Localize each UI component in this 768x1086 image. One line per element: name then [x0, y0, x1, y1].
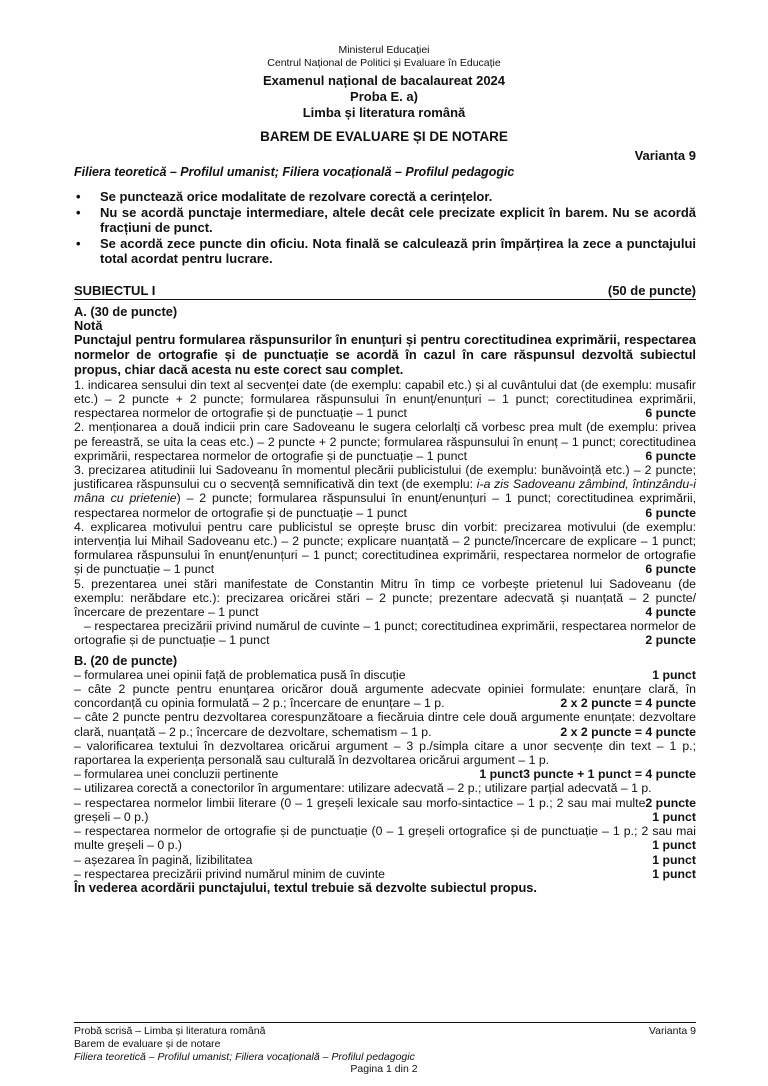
item-3 — [74, 463, 696, 520]
rule-item: • Nu se acordă punctaje intermediare, altele decât cele precizate explicit în barem. Nu se acordă fracțiuni de punct. — [74, 205, 696, 235]
b-item-text: – câte 2 puncte pentru dezvoltarea corespunzătoare a fiecăruia dintre cele două argumente enunțate: dezvoltare clară, nuanțată – 2 p.; încercare de dezvoltare, schematism – 1 p. — [74, 710, 696, 739]
item-text: ) – 2 puncte; formularea răspunsului în enunț/enunțuri – 1 punct; corectitudinea exprimării, respectarea normelor de ortografie și de punctuație – 1 punct — [74, 491, 696, 520]
subiect-points: (50 de puncte) — [607, 283, 696, 298]
b-item — [74, 710, 696, 738]
b-item-text: – respectarea normelor de ortografie și de punctuație (0 – 1 greșeli ortografice și de punctuație – 1 p.; 2 sau mai multe greșeli – 0 p.) — [74, 824, 696, 853]
b-item — [74, 796, 696, 824]
item-6 — [74, 619, 696, 647]
item-text: 3. precizarea atitudinii lui Sadoveanu în momentul plecării publicistului (de exemplu: bunăvoință etc.) – 2 puncte; justificarea răspunsului cu o secvență semnificativă din text (de exemplu: — [74, 463, 696, 492]
item-text: 1. indicarea sensului din text al secvenței date (de exemplu: capabil etc.) și al cuvântului dat (de exemplu: musafir etc.) – 2 puncte + 2 puncte; formularea răspunsului în enunț/enunțuri – 1 punct; corectitudinea exprimării, respectarea normelor de ortografie și de punctuație – 1 punct — [74, 377, 696, 421]
subiect-body — [74, 305, 696, 895]
item-quote: i-a zis Sadoveanu zâmbind, întinzându-i mâna cu prietenie — [74, 477, 696, 506]
barem-title: BAREM DE EVALUARE ȘI DE NOTARE — [260, 129, 508, 144]
section-b-title: B. (20 de puncte) — [74, 652, 178, 668]
b-item — [74, 824, 696, 852]
nota-label: Notă — [74, 318, 103, 334]
b-item-text: – formularea unei opinii față de problematica pusă în discuție — [74, 667, 406, 682]
item-points: 4 puncte — [645, 605, 696, 620]
proba-title: Proba E. a) — [350, 89, 418, 104]
item-points: 6 puncte — [645, 406, 696, 421]
footer-line: Probă scrisă – Limba și literatura română — [74, 1025, 266, 1037]
b-item-points: 1 punct — [652, 667, 696, 682]
b-item-points: 1 punct — [479, 767, 524, 782]
b-item-text: – utilizarea corectă a conectorilor în argumentare: utilizare adecvată – 2 p.; utilizare parțial adecvată – 1 p. — [74, 781, 652, 796]
b-item — [74, 853, 696, 867]
item-points: 6 puncte — [645, 448, 696, 463]
item-4 — [74, 520, 696, 577]
nota-text: Punctajul pentru formularea răspunsurilor în enunțuri și pentru corectitudinea exprimării, respectarea normelor de ortografie și de punctuație se acordă în cazul în care răspunsul dezvoltă subiectul propus, chiar dacă acesta nu este corect sau complet. — [74, 332, 696, 377]
item-text: – respectarea precizării privind numărul de cuvinte – 1 punct; corectitudinea exprimării, respectarea normelor de ortografie și de punctuație – 1 punct — [74, 619, 696, 648]
b-item-points: 1 punct — [652, 838, 696, 853]
center-name: Centrul Național de Politici și Evaluare în Educație — [267, 57, 501, 69]
item-text: 2. menționarea a două indicii prin care Sadoveanu le sugera celorlalți că vorbesc prea mult (de exemplu: privea pe fereastră, se uita la ceas etc.) – 2 puncte + 2 puncte; formularea răspunsului în enunț – 1 punct; corectitudinea exprimării, respectarea normelor de ortografie și de punctuație – 1 punct — [74, 420, 696, 463]
footer-varianta: Varianta 9 — [648, 1025, 696, 1037]
varianta-label: Varianta 9 — [634, 148, 696, 163]
subiect-heading — [74, 283, 696, 300]
b-item-points: 2 x 2 puncte = 4 puncte — [560, 696, 696, 711]
b-item — [74, 767, 696, 781]
page-footer — [74, 1022, 696, 1064]
footer-line: Filiera teoretică – Profilul umanist; Filiera vocațională – Profilul pedagogic — [74, 1051, 415, 1063]
b-item-points: 2 puncte — [645, 795, 696, 810]
item-text: 5. prezentarea unei stări manifestate de Constantin Mitru în timp ce vorbește prietenul lui Sadoveanu (de exemplu: nerăbdare etc.): precizarea oricărei stări – 2 puncte; prezentare adecvată și nuanțată – 2 puncte/ încercare de prezentare – 1 punct — [74, 576, 696, 620]
b-item-text: – valorificarea textului în dezvoltarea oricărui argument – 3 p./simpla citare a unor secvențe din text – 1 p.; raportarea la experiența personală sau culturală în dezvoltarea oricărui argument – 1 p. — [74, 738, 696, 768]
ministry-name: Ministerul Educației — [338, 44, 430, 56]
b-item — [74, 668, 696, 682]
footer-line: Barem de evaluare și de notare — [74, 1038, 221, 1050]
item-points: 6 puncte — [645, 562, 696, 577]
rule-item: • Se punctează orice modalitate de rezolvare corectă a cerințelor. — [74, 189, 696, 204]
b-item-points: 1 punct — [652, 809, 696, 824]
b-item-text: – câte 2 puncte pentru enunțarea oricăror două argumente adecvate opiniei formulate: enunțare clară, în concordanță cu opinia formulată – 2 p.; încercare de enunțare – 1 p. — [74, 682, 696, 711]
filiera-text: Filiera teoretică – Profilul umanist; Filiera vocațională – Profilul pedagogic — [74, 165, 515, 179]
b-item-points: 1 punct — [652, 866, 696, 881]
b-item — [74, 682, 696, 710]
item-text: 4. explicarea motivului pentru care publicistul se oprește brusc din vorbit: precizarea motivului (de exemplu: intervenția lui Mihail Sadoveanu etc.) – 2 puncte; explicare nuanțată – 2 puncte/încercare de explicare – 1 punct; formularea răspunsului în enunț/enunțuri – 1 punct; corectitudinea exprimării, respectarea normelor de ortografie și de punctuație – 1 punct — [74, 519, 696, 577]
b-item-text: – respectarea precizării privind numărul minim de cuvinte — [74, 866, 385, 881]
b-item-points: 1 punct — [652, 852, 696, 867]
item-2 — [74, 420, 696, 463]
b-item-points: 3 puncte + 1 punct = 4 puncte — [523, 767, 696, 782]
b-item — [74, 867, 696, 881]
subiect-title: SUBIECTUL I — [74, 283, 156, 298]
item-points: 2 puncte — [645, 633, 696, 648]
page-number: Pagina 1 din 2 — [350, 1063, 418, 1075]
item-points: 6 puncte — [645, 505, 696, 520]
b-item-text: – formularea unei concluzii pertinente — [74, 767, 279, 782]
item-1 — [74, 378, 696, 421]
b-final-note: În vederea acordării punctajului, textul trebuie să dezvolte subiectul propus. — [74, 879, 537, 895]
rule-item: • Se acordă zece puncte din oficiu. Nota finală se calculează prin împărțirea la zece a punctajului total acordat pentru lucrare. — [74, 236, 696, 266]
b-item-text: – respectarea normelor limbii literare (0 – 1 greșeli lexicale sau morfo-sintactice – 1 p.; 2 sau mai multe greșeli – 0 p.) — [74, 795, 646, 824]
b-item-points: 2 x 2 puncte = 4 puncte — [560, 724, 696, 739]
exam-title: Examenul național de bacalaureat 2024 — [262, 73, 506, 88]
subject-title: Limba și literatura română — [302, 105, 466, 120]
section-a-title: A. (30 de puncte) — [74, 304, 178, 319]
item-5 — [74, 577, 696, 620]
general-rules-list — [74, 189, 696, 267]
b-item-text: – așezarea în pagină, lizibilitatea — [74, 852, 253, 867]
